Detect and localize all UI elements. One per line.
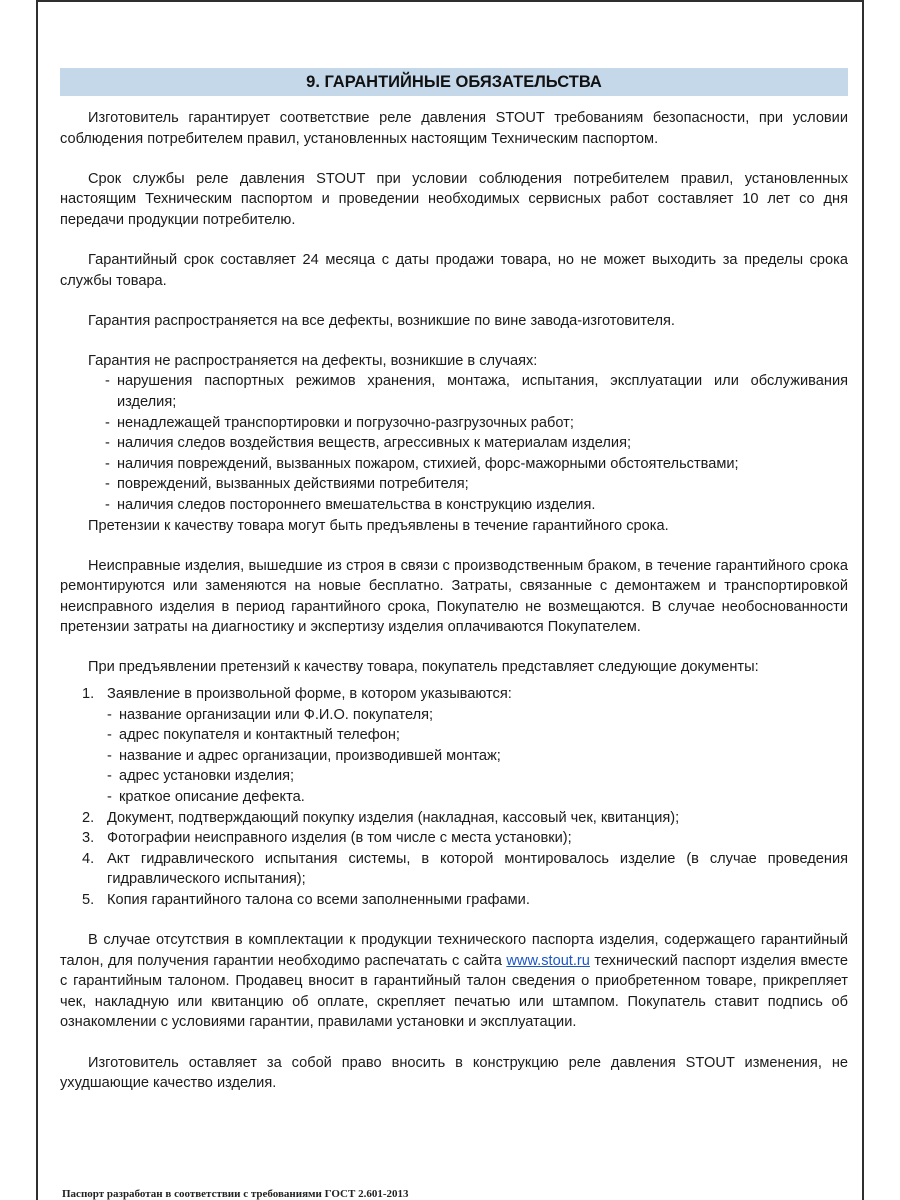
list-item [82,849,848,890]
stout-website-link[interactable]: www.stout.ru [506,952,590,969]
footer-gost-note: Паспорт разработан в соответствии с требованиями ГОСТ 2.601-2013 [62,1188,409,1200]
list-item-text: Акт гидравлического испытания системы, в которой монтировалось изделие (в случае проведения гидравлического испытания); [107,850,848,888]
list-item: - повреждений, вызванных действиями потребителя; [105,474,848,495]
claim-documents-block [60,657,848,910]
list-item-text: Фотографии неисправного изделия (в том числе с места установки); [107,830,572,847]
list-item: - название и адрес организации, производившей монтаж; [107,746,848,767]
claims-period-note: Претензии к качеству товара могут быть предъявлены в течение гарантийного срока. [88,517,669,534]
paragraph-warranty-coverage: Гарантия распространяется на все дефекты, возникшие по вине завода-изготовителя. [88,312,675,329]
list-item: - адрес установки изделия; [107,766,848,787]
list-item [82,808,848,829]
list-item-text: Копия гарантийного талона со всеми заполненными графами. [107,892,530,908]
statement-details-list [107,705,848,808]
list-item [82,890,848,911]
list-number: 4. [82,850,95,867]
document-body [60,108,848,1113]
paragraph-warranty-period: Гарантийный срок составляет 24 месяца с даты продажи товара, но не может выходить за пределы срока службы товара. [60,251,848,289]
list-item: - краткое описание дефекта. [107,787,848,808]
exclusions-list [60,371,848,515]
claim-documents-intro: При предъявлении претензий к качеству товара, покупатель представляет следующие документы: [88,659,759,676]
list-item: - наличия следов постороннего вмешательства в конструкцию изделия. [105,495,848,516]
text-before-link: В случае отсутствия в комплектации к продукции технического паспорта изделия, содержащего гарантийный талон, для получения гарантии необходимо распечатать с сайта [60,932,848,969]
paragraph-design-changes: Изготовитель оставляет за собой право вносить в конструкцию реле давления STOUT изменения, не ухудшающие качество изделия. [60,1054,848,1092]
list-item [82,828,848,849]
list-number: 2. [82,809,95,826]
warranty-exclusions-block [60,351,848,536]
list-item-text: Документ, подтверждающий покупку изделия (накладная, кассовый чек, квитанция); [107,809,680,826]
paragraph-conformity: Изготовитель гарантирует соответствие реле давления STOUT требованиям безопасности, при условии соблюдения потребителем правил, установленных настоящим Техническим паспортом. [60,110,848,147]
paragraph-service-life: Срок службы реле давления STOUT при условии соблюдения потребителем правил, установленных настоящим Техническим паспортом и проведении необходимых сервисных работ составляет 10 лет со дня передачи продукции потребителю. [60,170,848,228]
list-item [82,684,848,808]
list-item-text: Заявление в произвольной форме, в котором указываются: [107,686,512,703]
section-title: 9. ГАРАНТИЙНЫЕ ОБЯЗАТЕЛЬСТВА [60,68,848,96]
list-number: 3. [82,830,95,847]
page-top-border [36,0,864,2]
list-item: - адрес покупателя и контактный телефон; [107,725,848,746]
text-after-link: технический паспорт изделия вместе с гарантийным талоном. Продавец вносит в гарантийный талон сведения о приобретенном товаре, прикрепляет чек, накладную или квитанцию об оплате, скрепляет печатью или штампом. Покупатель ставит подпись об ознакомлении с условиями гарантии, правилами установки и эксплуатации. [60,952,848,1031]
list-item: - наличия следов воздействия веществ, агрессивных к материалам изделия; [105,433,848,454]
list-item: - нарушения паспортных режимов хранения, монтажа, испытания, эксплуатации или обслуживания изделия; [105,371,848,412]
list-number: 1. [82,686,95,703]
list-item: - ненадлежащей транспортировки и погрузочно-разгрузочных работ; [105,413,848,434]
paragraph-defective-items: Неисправные изделия, вышедшие из строя в связи с производственным браком, в течение гарантийного срока ремонтируются или заменяются на новые бесплатно. Затраты, связанные с демонтажем и транспортировкой неисправного изделия в период гарантийного срока, Покупателю не возмещаются. В случае необоснованности претензии затраты на диагностику и экспертизу изделия оплачиваются Покупателем. [60,557,848,636]
list-number: 5. [82,892,95,908]
claim-documents-list [60,684,848,911]
list-item: - наличия повреждений, вызванных пожаром, стихией, форс-мажорными обстоятельствами; [105,454,848,475]
list-item: - название организации или Ф.И.О. покупателя; [107,705,848,726]
paragraph-missing-passport [60,930,848,1033]
exclusions-intro: Гарантия не распространяется на дефекты, возникшие в случаях: [88,352,538,369]
